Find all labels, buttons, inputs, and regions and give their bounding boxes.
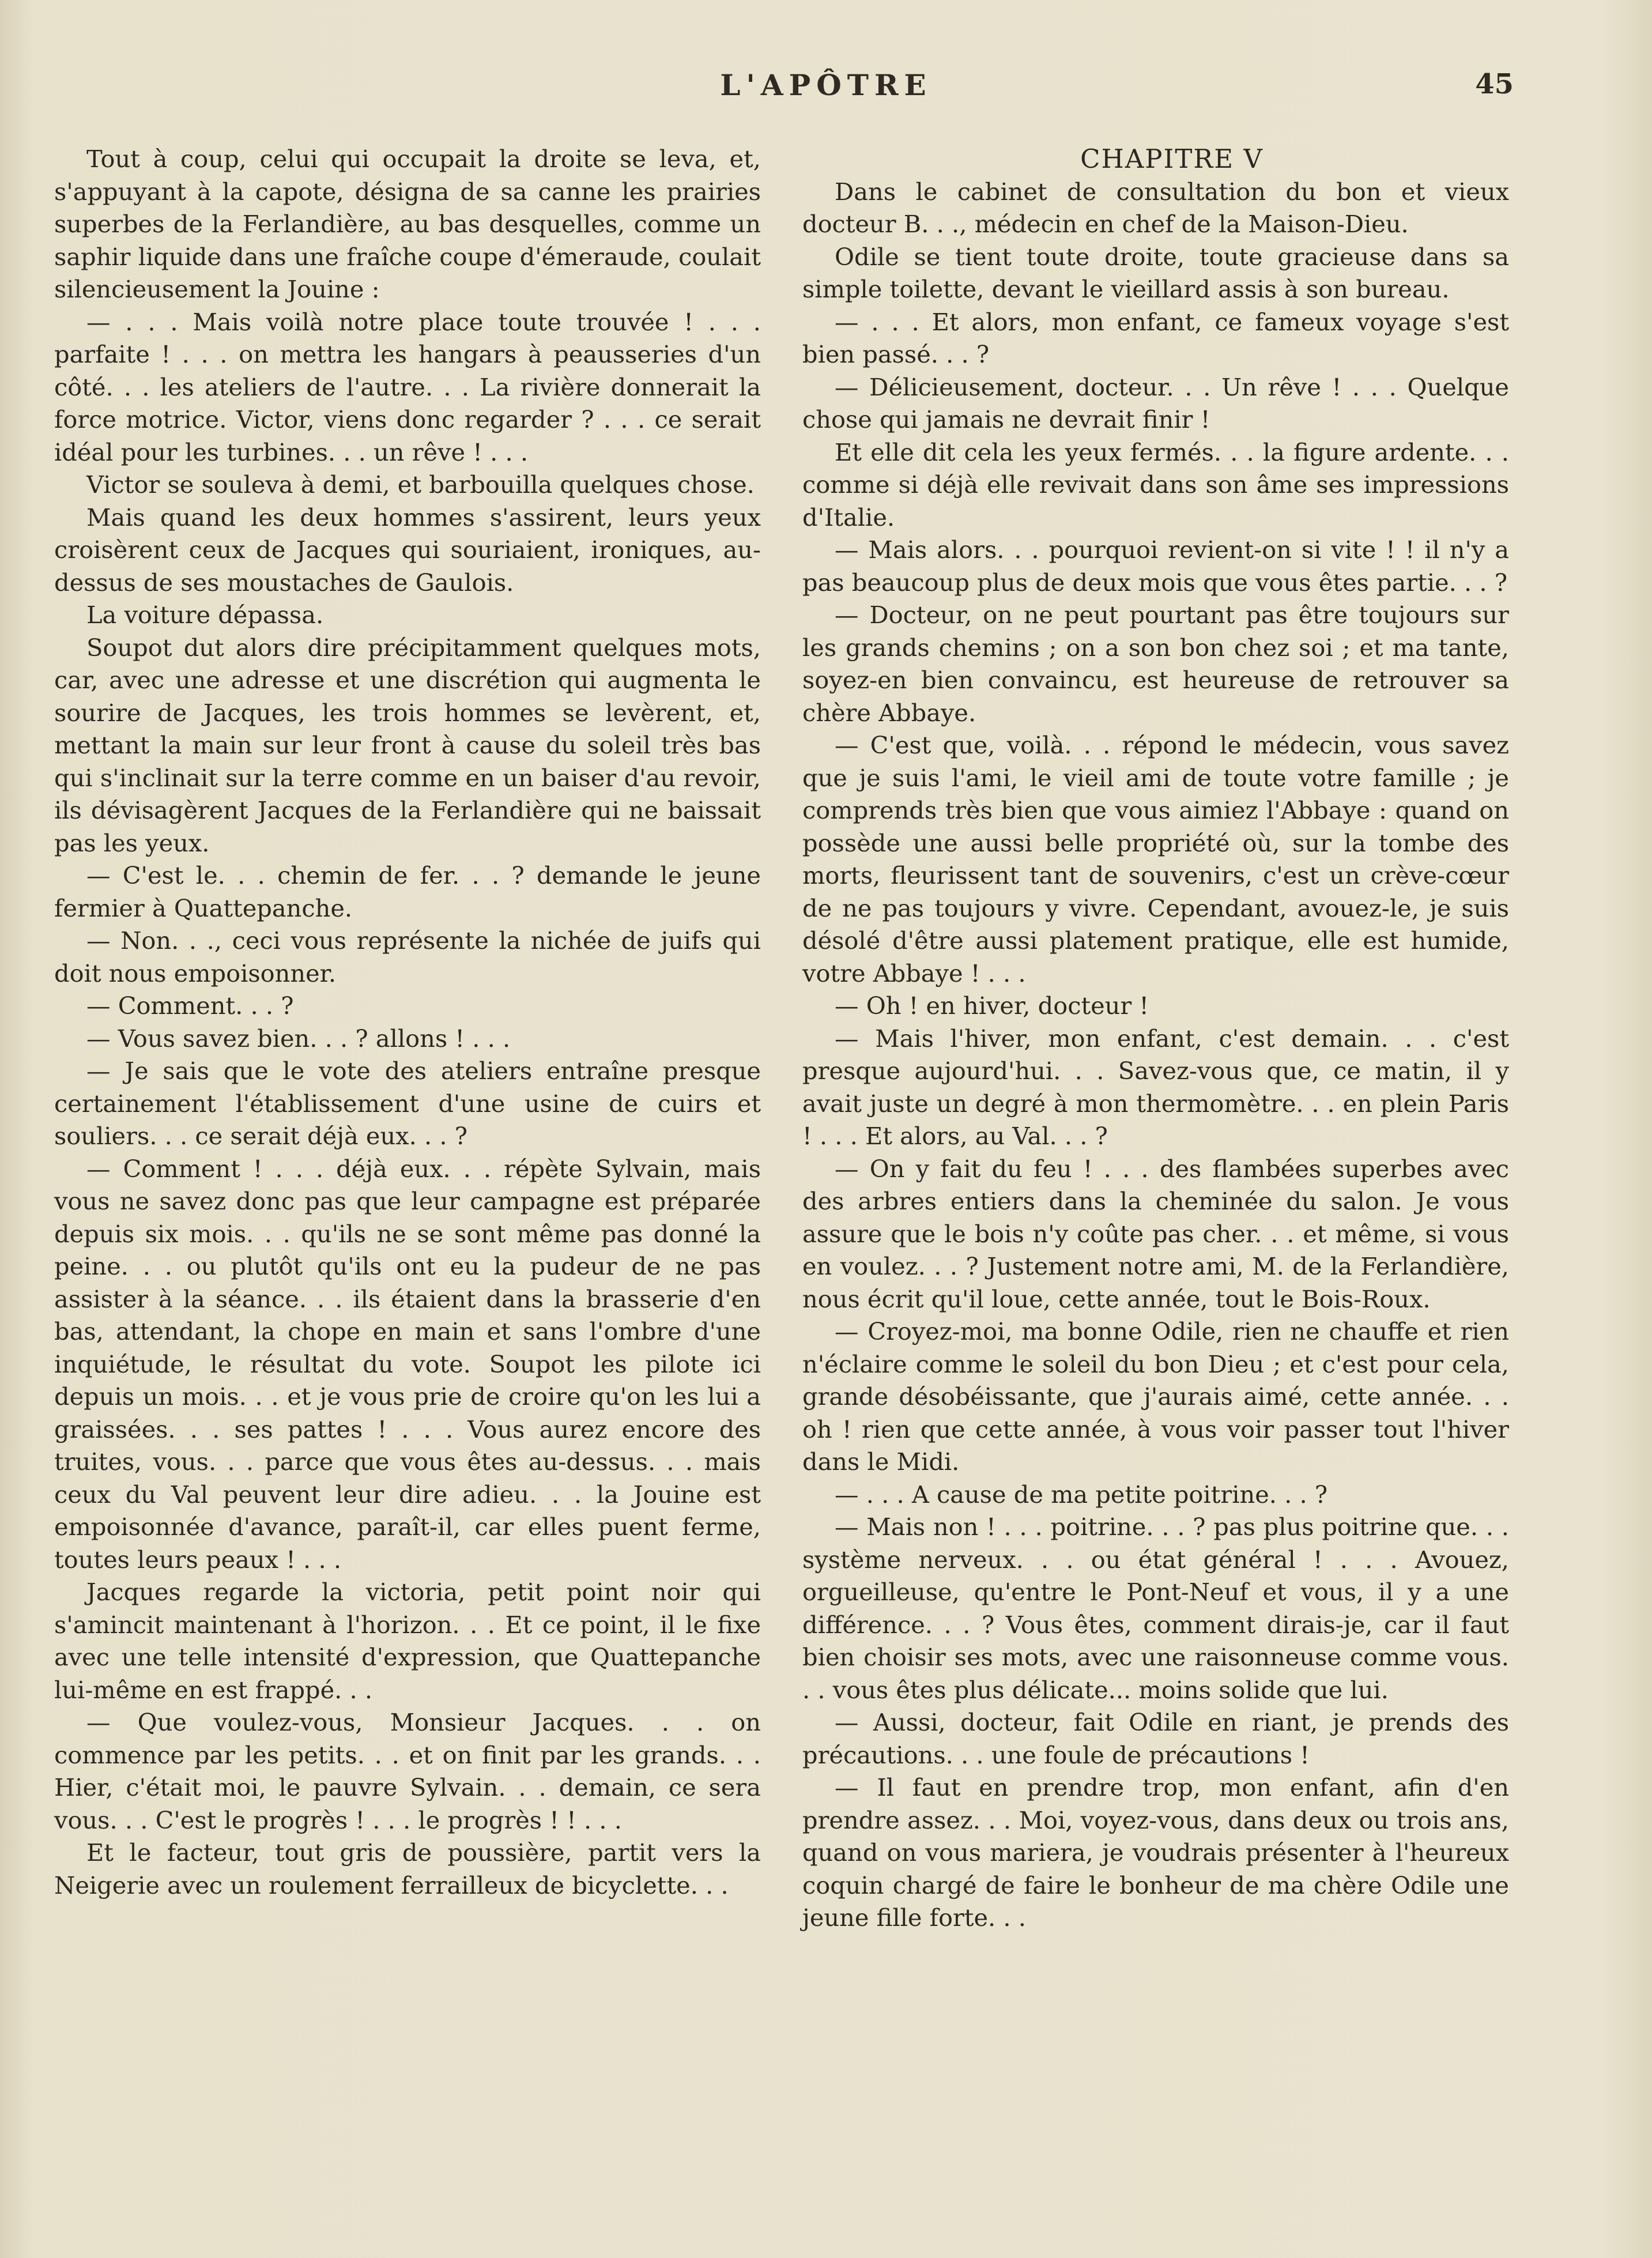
right-column xyxy=(802,143,1509,1935)
paragraph: — Que voulez-vous, Monsieur Jacques. . . on commence par les petits. . . et on finit par les grands. . . Hier, c'était moi, le pauvre Sylvain. . . demain, ce sera vous. . . C'est le progrès ! . . . le progrès ! ! . . . xyxy=(54,1708,761,1834)
paragraph: — Comment ! . . . déjà eux. . . répète Sylvain, mais vous ne savez donc pas que leur campagne est préparée depuis six mois. . . qu'ils ne se sont même pas donné la peine. . . ou plutôt qu'ils ont eu la pudeur de ne pas assister à la séance. . . ils étaient dans la brasserie d'en bas, attendant, la chope en main et sans l'ombre d'une inquiétude, le résultat du vote. Soupot les pilote ici depuis un mois. . . et je vous prie de croire qu'on les lui a graissées. . . ses pattes ! . . . Vous aurez encore des truites, vous. . . parce que vous êtes au-dessus. . . mais ceux du Val peuvent leur dire adieu. . . la Jouine est empoisonnée d'avance, paraît-il, car elles puent ferme, toutes leurs peaux ! . . . xyxy=(54,1154,761,1574)
paragraph: Jacques regarde la victoria, petit point noir qui s'amincit maintenant à l'horizon. . . Et ce point, il le fixe avec une telle intensité d'expression, que Quattepanche lui-même en est frappé. . . xyxy=(54,1578,761,1704)
paragraph: — Je sais que le vote des ateliers entraîne presque certainement l'établissement d'une usine de cuirs et souliers. . . ce serait déjà eux. . . ? xyxy=(54,1057,761,1150)
paragraph: — Il faut en prendre trop, mon enfant, afin d'en prendre assez. . . Moi, voyez-vous, dans deux ou trois ans, quand on vous mariera, je voudrais présenter à l'heureux coquin chargé de faire le bonheur de ma chère Odile une jeune fille forte. . . xyxy=(802,1773,1509,1932)
left-column xyxy=(54,143,761,1902)
paragraph: La voiture dépassa. xyxy=(86,601,324,629)
paragraph: — Mais non ! . . . poitrine. . . ? pas plus poitrine que. . . système nerveux. . . ou état général ! . . . Avouez, orgueilleuse, qu'entre le Pont-Neuf et vous, il y a une différence. . . ? Vous êtes, comment dirais-je, car il faut bien choisir ses mots, avec une raisonneuse comme vous. . . vous êtes plus délicate... moins solide que lui. xyxy=(802,1513,1509,1704)
paragraph: — On y fait du feu ! . . . des flambées superbes avec des arbres entiers dans la cheminée du salon. Je vous assure que le bois n'y coûte pas cher. . . et même, si vous en voulez. . . ? Justement notre ami, M. de la Ferlandière, nous écrit qu'il loue, cette année, tout le Bois-Roux. xyxy=(802,1154,1509,1313)
paragraph: Et le facteur, tout gris de poussière, partit vers la Neigerie avec un roulement ferrailleux de bicyclette. . . xyxy=(54,1838,761,1899)
paragraph: — Vous savez bien. . . ? allons ! . . . xyxy=(86,1024,511,1053)
paragraph: Tout à coup, celui qui occupait la droite se leva, et, s'appuyant à la capote, désigna de sa canne les prairies superbes de la Ferlandière, au bas desquelles, comme un saphir liquide dans une fraîche coupe d'émeraude, coulait silencieusement la Jouine : xyxy=(54,145,761,303)
running-title: L'APÔTRE xyxy=(720,68,932,102)
paragraph: Dans le cabinet de consultation du bon et vieux docteur B. . ., médecin en chef de la Maison-Dieu. xyxy=(802,177,1509,238)
paragraph: — . . . A cause de ma petite poitrine. . . ? xyxy=(835,1480,1328,1509)
paragraph: Mais quand les deux hommes s'assirent, leurs yeux croisèrent ceux de Jacques qui souriaient, ironiques, au-dessus de ses moustaches de Gaulois. xyxy=(54,503,761,597)
paragraph: — Oh ! en hiver, docteur ! xyxy=(835,992,1149,1020)
paragraph: — Délicieusement, docteur. . . Un rêve ! . . . Quelque chose qui jamais ne devrait finir ! xyxy=(802,372,1509,433)
paragraph: — Comment. . . ? xyxy=(86,992,294,1020)
paragraph: Odile se tient toute droite, toute gracieuse dans sa simple toilette, devant le vieillard assis à son bureau. xyxy=(802,242,1509,303)
paragraph: — Aussi, docteur, fait Odile en riant, je prends des précautions. . . une foule de précautions ! xyxy=(802,1708,1509,1769)
paragraph: — Mais l'hiver, mon enfant, c'est demain. . . c'est presque aujourd'hui. . . Savez-vous que, ce matin, il y avait juste un degré à mon thermomètre. . . en plein Paris ! . . . Et alors, au Val. . . ? xyxy=(802,1024,1509,1150)
paragraph: — C'est le. . . chemin de fer. . . ? demande le jeune fermier à Quattepanche. xyxy=(54,861,761,922)
paragraph: — . . . Mais voilà notre place toute trouvée ! . . . parfaite ! . . . on mettra les hangars à peausseries d'un côté. . . les ateliers de l'autre. . . La rivière donnerait la force motrice. Victor, viens donc regarder ? . . . ce serait idéal pour les turbines. . . un rêve ! . . . xyxy=(54,307,761,466)
chapter-title: CHAPITRE V xyxy=(1080,144,1263,174)
page-header xyxy=(0,68,1652,108)
paragraph: — . . . Et alors, mon enfant, ce fameux voyage s'est bien passé. . . ? xyxy=(802,307,1509,368)
paragraph: Soupot dut alors dire précipitamment quelques mots, car, avec une adresse et une discrétion qui augmenta le sourire de Jacques, les trois hommes se levèrent, et, mettant la main sur leur front à cause du soleil très bas qui s'inclinait sur la terre comme en un baiser d'au revoir, ils dévisagèrent Jacques de la Ferlandière qui ne baissait pas les yeux. xyxy=(54,633,761,857)
paragraph: — Mais alors. . . pourquoi revient-on si vite ! ! il n'y a pas beaucoup plus de deux mois que vous êtes partie. . . ? xyxy=(802,536,1509,597)
paragraph: — Non. . ., ceci vous représente la nichée de juifs qui doit nous empoisonner. xyxy=(54,926,761,987)
paragraph: Et elle dit cela les yeux fermés. . . la figure ardente. . . comme si déjà elle revivait dans son âme ses impressions d'Italie. xyxy=(802,438,1509,531)
paragraph: Victor se souleva à demi, et barbouilla quelques chose. xyxy=(86,470,755,499)
paragraph: — C'est que, voilà. . . répond le médecin, vous savez que je suis l'ami, le vieil ami de toute votre famille ; je comprends très bien que vous aimiez l'Abbaye : quand on possède une aussi belle propriété où, sur la tombe des morts, fleurissent tant de souvenirs, c'est un crève-cœur de ne pas toujours y vivre. Cependant, avouez-le, je suis désolé d'être aussi platement pratique, elle est humide, votre Abbaye ! . . . xyxy=(802,731,1509,987)
paragraph: — Croyez-moi, ma bonne Odile, rien ne chauffe et rien n'éclaire comme le soleil du bon Dieu ; et c'est pour cela, grande désobéissante, que j'aurais aimé, cette année. . . oh ! rien que cette année, à vous voir passer tout l'hiver dans le Midi. xyxy=(802,1317,1509,1476)
page-number: 45 xyxy=(1475,68,1514,100)
paragraph: — Docteur, on ne peut pourtant pas être toujours sur les grands chemins ; on a son bon chez soi ; et ma tante, soyez-en bien convaincu, est heureuse de retrouver sa chère Abbaye. xyxy=(802,601,1509,727)
